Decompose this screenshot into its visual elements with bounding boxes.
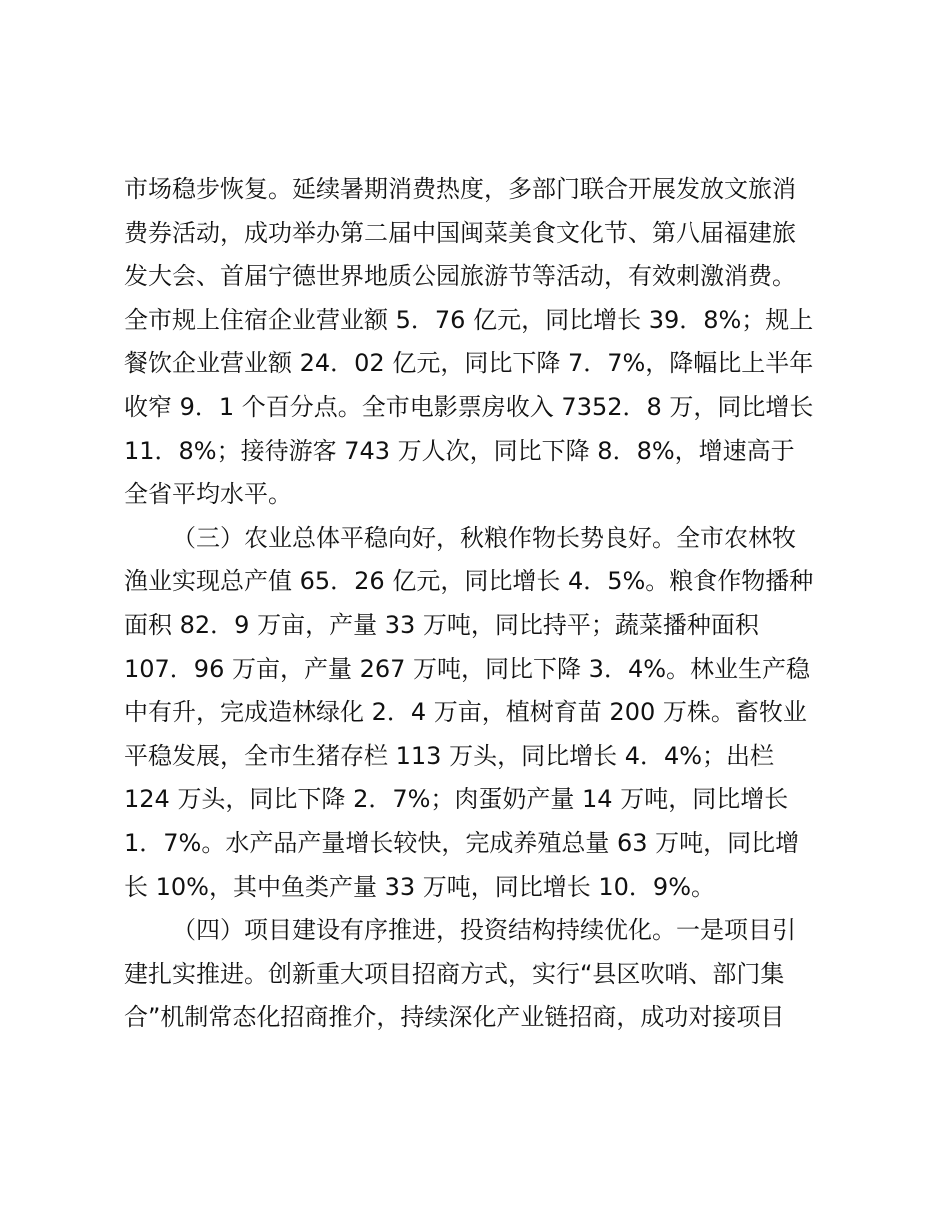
text-line: 市场稳步恢复。延续暑期消费热度，多部门联合开展发放文旅消 (124, 175, 796, 203)
section-heading-line: （三）农业总体平稳向好，秋粮作物长势良好。全市农林牧 (172, 523, 796, 552)
text-line: 渔业实现总产值 65．26 亿元，同比增长 4．5%。粮食作物播种 (124, 567, 814, 596)
section-heading-line: （四）项目建设有序推进，投资结构持续优化。一是项目引 (172, 916, 796, 945)
text-line: 124 万头，同比下降 2．7%；肉蛋奶产量 14 万吨，同比增长 (124, 785, 789, 814)
text-line: 发大会、首届宁德世界地质公园旅游节等活动，有效刺激消费。 (124, 262, 796, 291)
text-line: 费券活动，成功举办第二届中国闽菜美食文化节、第八届福建旅 (124, 218, 796, 247)
body-text (124, 168, 844, 1040)
text-line: 长 10%，其中鱼类产量 33 万吨，同比增长 10．9%。 (124, 872, 716, 901)
text-line: 107．96 万亩，产量 267 万吨，同比下降 3．4%。林业生产稳 (124, 654, 811, 683)
text-line: 面积 82．9 万亩，产量 33 万吨，同比持平；蔬菜播种面积 (124, 610, 759, 639)
text-line: 1．7%。水产品产量增长较快，完成养殖总量 63 万吨，同比增 (124, 828, 800, 857)
text-line: 中有升，完成造林绿化 2．4 万亩，植树育苗 200 万株。畜牧业 (124, 698, 807, 727)
text-line: 11．8%；接待游客 743 万人次，同比下降 8．8%，增速高于 (124, 436, 795, 465)
text-line: 全省平均水平。 (124, 480, 292, 509)
text-line: 建扎实推进。创新重大项目招商方式，实行“县区吹哨、部门集 (124, 959, 785, 988)
text-line: 餐饮企业营业额 24．02 亿元，同比下降 7．7%，降幅比上半年 (124, 349, 814, 378)
text-line: 全市规上住宿企业营业额 5．76 亿元，同比增长 39．8%；规上 (124, 305, 814, 334)
text-line: 合”机制常态化招商推介，持续深化产业链招商，成功对接项目 (124, 1003, 785, 1032)
text-line: 平稳发展，全市生猪存栏 113 万头，同比增长 4．4%；出栏 (124, 741, 775, 770)
text-line: 收窄 9．1 个百分点。全市电影票房收入 7352．8 万，同比增长 (124, 392, 814, 421)
